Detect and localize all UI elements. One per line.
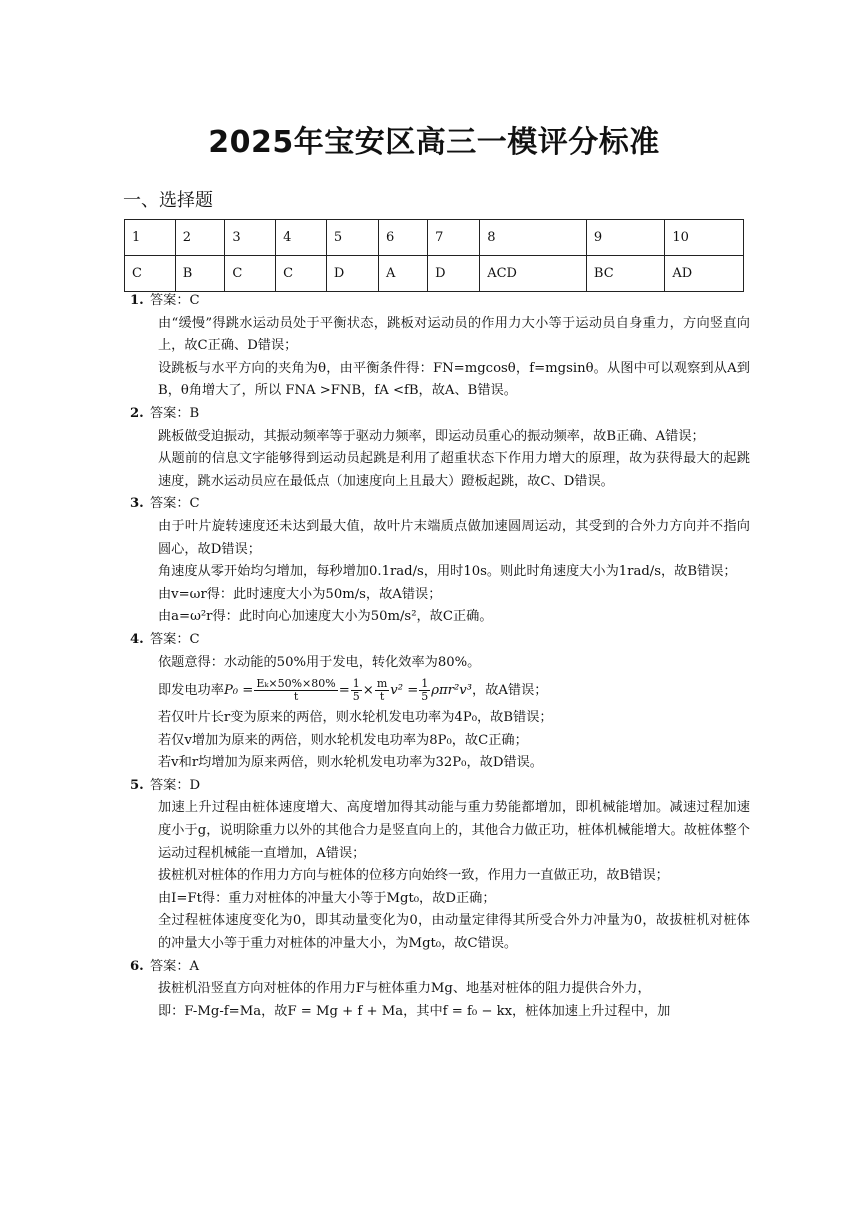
table-cell-answer: D xyxy=(326,256,378,292)
question-number: 6. xyxy=(130,958,144,974)
explanation-line: 若v和r均增加为原来两倍，则水轮机发电功率为32P₀，故D错误。 xyxy=(158,755,543,771)
explanation-line: 依题意得：水动能的50%用于发电，转化效率为80%。 xyxy=(158,654,481,670)
question-explanation xyxy=(130,290,750,403)
question-explanation xyxy=(130,493,750,629)
explanation-line: 全过程桩体速度变化为0，即其动量变化为0，由动量定律得其所受合外力冲量为0，故拔桩机对桩体的冲量大小等于重力对桩体的冲量大小，为Mgt₀，故C错误。 xyxy=(158,913,750,952)
numerator: 1 xyxy=(352,677,360,691)
table-cell-question-number: 6 xyxy=(378,220,427,256)
explanation-line: 设跳板与水平方向的夹角为θ，由平衡条件得：FN=mgcosθ，f=mgsinθ。从图中可以观察到从A到B，θ角增大了，所以 FNA >FNB，fA <fB，故A、B错误。 xyxy=(158,360,750,399)
table-cell-answer: C xyxy=(276,256,327,292)
question-header xyxy=(130,403,750,426)
explanation-line: 拔桩机对桩体的作用力方向与桩体的位移方向始终一致，作用力一直做正功，故B错误； xyxy=(158,868,669,884)
document-title: 2025年宝安区高三一模评分标准 xyxy=(208,125,660,160)
table-cell-question-number: 5 xyxy=(326,220,378,256)
question-number: 5. xyxy=(130,777,144,793)
question-number: 4. xyxy=(130,631,144,647)
table-cell-question-number: 4 xyxy=(276,220,327,256)
table-cell-question-number: 9 xyxy=(586,220,664,256)
question-header xyxy=(130,629,750,652)
fraction xyxy=(351,678,362,703)
denominator: t xyxy=(379,690,385,704)
formula-tail: ρπr²v³ xyxy=(431,683,473,699)
explanation-line: 由“缓慢”得跳水运动员处于平衡状态，跳板对运动员的作用力大小等于运动员自身重力，方向竖直向上，故C正确、D错误； xyxy=(158,315,750,354)
explanation-line: 跳板做受迫振动，其振动频率等于驱动力频率，即运动员重心的振动频率，故B正确、A错误； xyxy=(158,428,705,444)
table-cell-question-number: 2 xyxy=(175,220,225,256)
numerator: m xyxy=(376,677,388,691)
table-cell-answer: ACD xyxy=(480,256,587,292)
question-number: 2. xyxy=(130,405,144,421)
formula-lhs: P₀ = xyxy=(223,683,254,699)
explanation-line: 从题前的信息文字能够得到运动员起跳是利用了超重状态下作用力增大的原理，故为获得最大的起跳速度，跳水运动员应在最低点（加速度向上且最大）蹬板起跳，故C、D错误。 xyxy=(158,451,750,489)
explanation-line: 角速度从零开始均匀增加，每秒增加0.1rad/s，用时10s。则此时角速度大小为1rad/s，故B错误； xyxy=(158,564,737,580)
table-cell-answer: C xyxy=(225,256,276,292)
explanation-line: 若仅v增加为原来的两倍，则水轮机发电功率为8P₀，故C正确； xyxy=(158,732,528,748)
formula-equals: = xyxy=(338,683,350,699)
fraction xyxy=(254,678,337,703)
question-answer: 答案：A xyxy=(150,958,200,974)
explanation-line: 由a=ω²r得：此时向心加速度大小为50m/s²，故C正确。 xyxy=(158,609,493,625)
table-cell-answer: B xyxy=(175,256,225,292)
question-answer: 答案：C xyxy=(150,496,200,512)
denominator: 5 xyxy=(352,690,360,704)
explanation-line: 由I=Ft得：重力对桩体的冲量大小等于Mgt₀，故D正确； xyxy=(158,890,496,906)
formula-prefix: 即发电功率 xyxy=(158,683,224,699)
question-explanation xyxy=(130,775,750,956)
table-cell-answer: D xyxy=(428,256,480,292)
question-header xyxy=(130,493,750,516)
question-answer: 答案：C xyxy=(150,631,200,647)
question-header xyxy=(130,956,750,979)
section-heading: 一、选择题 xyxy=(123,190,213,211)
power-formula xyxy=(158,678,750,703)
table-cell-answer: A xyxy=(378,256,427,292)
formula-times: × xyxy=(362,683,374,699)
explanation-line: 即：F-Mg-f=Ma，故F = Mg + f + Ma，其中f = f₀ − kx，桩体加速上升过程中，加 xyxy=(158,1003,671,1019)
explanation-line: 由v=ωr得：此时速度大小为50m/s，故A错误； xyxy=(158,586,442,602)
question-explanation xyxy=(130,403,750,493)
table-cell-answer: AD xyxy=(665,256,744,292)
table-cell-question-number: 8 xyxy=(480,220,587,256)
question-answer: 答案：B xyxy=(150,405,200,421)
explanations xyxy=(130,290,750,1023)
question-number: 1. xyxy=(130,293,144,308)
table-cell-question-number: 7 xyxy=(428,220,480,256)
table-cell-answer: BC xyxy=(586,256,664,292)
denominator: 5 xyxy=(421,690,429,704)
question-answer: 答案：C xyxy=(150,293,200,308)
fraction xyxy=(375,678,389,703)
question-header xyxy=(130,775,750,798)
answer-key-table xyxy=(124,219,744,292)
table-cell-question-number: 10 xyxy=(665,220,744,256)
question-number: 3. xyxy=(130,496,144,512)
numerator: 1 xyxy=(421,677,429,691)
table-cell-question-number: 1 xyxy=(125,220,176,256)
question-header xyxy=(130,290,750,313)
formula-suffix: ，故A错误； xyxy=(472,683,548,699)
table-cell-question-number: 3 xyxy=(225,220,276,256)
explanation-line: 加速上升过程由桩体速度增大、高度增加得其动能与重力势能都增加，即机械能增加。减速过程加速度小于g，说明除重力以外的其他合力是竖直向上的，其他合力做正功，桩体机械能增大。故桩体整个运动过程机械能一直增加，A错误； xyxy=(158,800,750,861)
table-row-numbers xyxy=(125,220,744,256)
numerator: Eₖ×50%×80% xyxy=(256,677,336,691)
explanation-line: 由于叶片旋转速度还未达到最大值，故叶片末端质点做加速圆周运动，其受到的合外力方向并不指向圆心，故D错误； xyxy=(158,518,750,557)
explanation-line: 拔桩机沿竖直方向对桩体的作用力F与桩体重力Mg、地基对桩体的阻力提供合外力， xyxy=(158,981,651,997)
explanation-line: 若仅叶片长r变为原来的两倍，则水轮机发电功率为4P₀，故B错误； xyxy=(158,710,553,726)
table-cell-answer: C xyxy=(125,256,176,292)
fraction xyxy=(419,678,430,703)
question-explanation xyxy=(130,956,750,1024)
denominator: t xyxy=(293,690,299,704)
formula-velocity-term: v² = xyxy=(390,683,419,699)
question-answer: 答案：D xyxy=(150,777,201,793)
question-explanation xyxy=(130,629,750,775)
table-row-answers xyxy=(125,256,744,292)
